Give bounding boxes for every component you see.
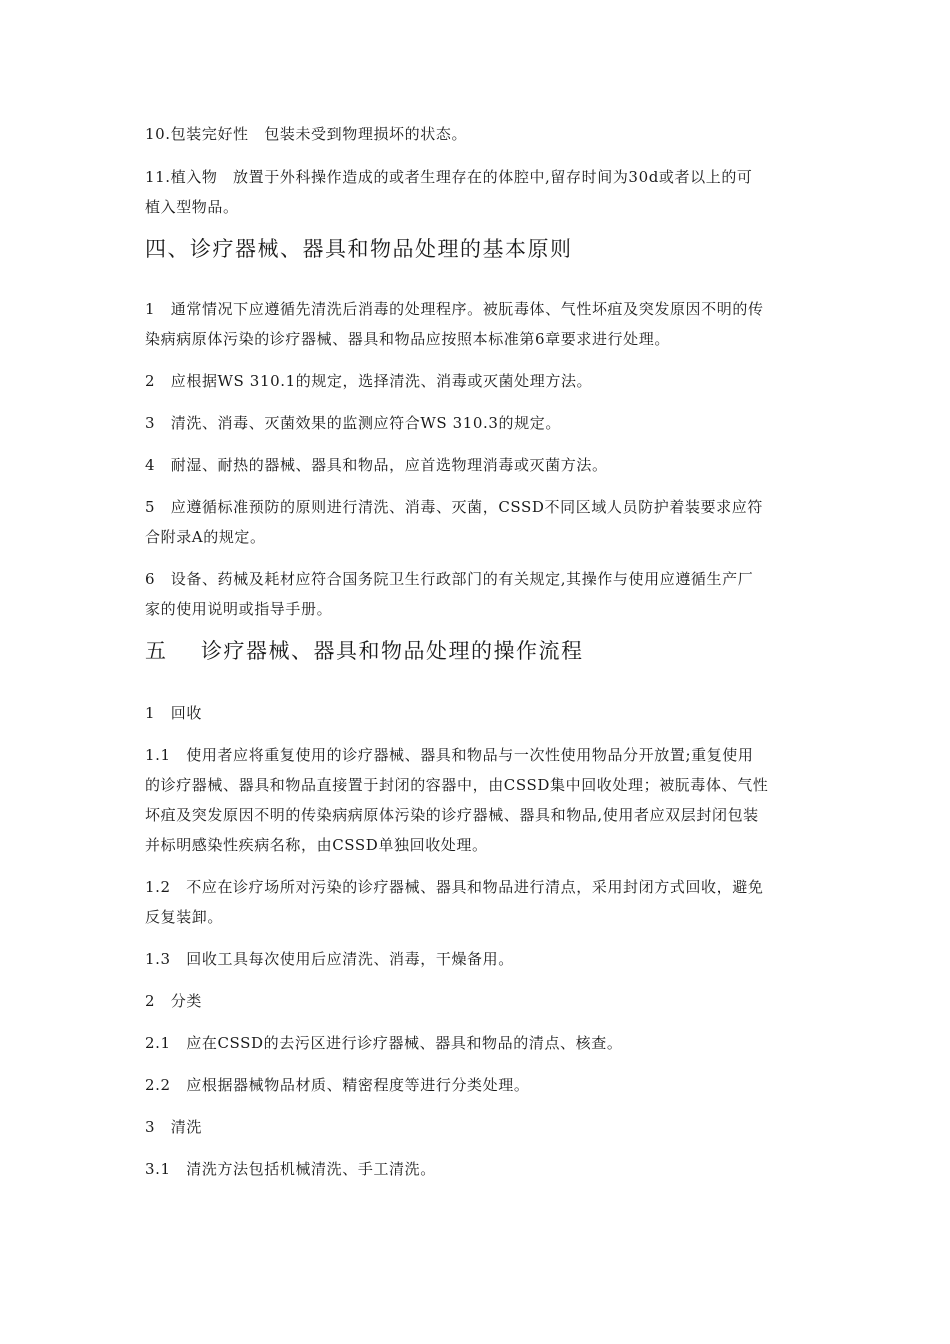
paragraph-5-3-1: 3.1 清洗方法包括机械清洗、手工清洗。 [145, 1160, 436, 1178]
paragraph-5-1-1: 1.1 使用者应将重复使用的诊疗器械、器具和物品与一次性使用物品分开放置;重复使用 的诊疗器械、器具和物品直接置于封闭的容器中，由CSSD集中回收处理；被朊毒体、气性 坏疽及突发原因不明的传染病病原体污染的诊疗器械、器具和物品,使用者应双层封闭包装 并标明感染性疾病名称，由CSSD单独回收处理。 [145, 746, 769, 854]
section-heading-4: 四、诊疗器械、器具和物品处理的基本原则 [145, 237, 573, 261]
paragraph-5-2-1: 2.1 应在CSSD的去污区进行诊疗器械、器具和物品的清点、核查。 [145, 1034, 623, 1052]
paragraph-5-1: 1 回收 [145, 704, 202, 722]
paragraph-4-6: 6 设备、药械及耗材应符合国务院卫生行政部门的有关规定,其操作与使用应遵循生产厂 家的使用说明或指导手册。 [145, 570, 754, 618]
paragraph-5-1-3: 1.3 回收工具每次使用后应清洗、消毒，干燥备用。 [145, 950, 514, 968]
paragraph-5-1-2: 1.2 不应在诊疗场所对污染的诊疗器械、器具和物品进行清点，采用封闭方式回收，避免 反复装卸。 [145, 878, 764, 926]
paragraph-5-3: 3 清洗 [145, 1118, 202, 1136]
paragraph-4-4: 4 耐湿、耐热的器械、器具和物品，应首选物理消毒或灭菌方法。 [145, 456, 608, 474]
paragraph-4-5: 5 应遵循标准预防的原则进行清洗、消毒、灭菌，CSSD不同区域人员防护着装要求应符 合附录A的规定。 [145, 498, 763, 546]
paragraph-4-3: 3 清洗、消毒、灭菌效果的监测应符合WS 310.3的规定。 [145, 414, 561, 432]
paragraph-4-1: 1 通常情况下应遵循先清洗后消毒的处理程序。被朊毒体、气性坏疽及突发原因不明的传 染病病原体污染的诊疗器械、器具和物品应按照本标准第6章要求进行处理。 [145, 300, 764, 348]
paragraph-5-2-2: 2.2 应根据器械物品材质、精密程度等进行分类处理。 [145, 1076, 530, 1094]
paragraph-4-2: 2 应根据WS 310.1的规定，选择清洗、消毒或灭菌处理方法。 [145, 372, 593, 390]
paragraph-10: 10.包装完好性 包装未受到物理损坏的状态。 [145, 125, 468, 143]
section-heading-5: 五 诊疗器械、器具和物品处理的操作流程 [145, 639, 584, 663]
paragraph-5-2: 2 分类 [145, 992, 202, 1010]
paragraph-11: 11.植入物 放置于外科操作造成的或者生理存在的体腔中,留存时间为30d或者以上的可 植入型物品。 [145, 168, 753, 216]
